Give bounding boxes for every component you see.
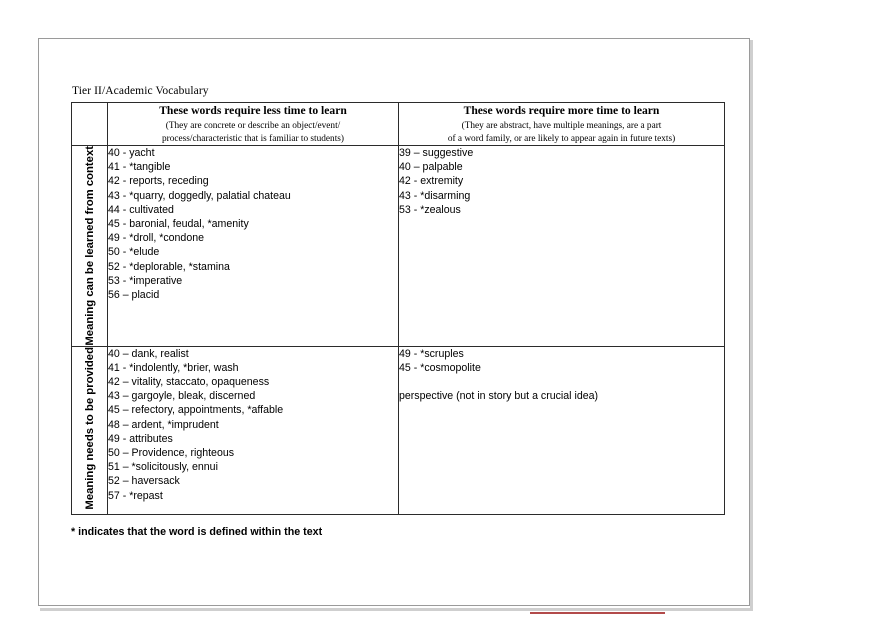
vocabulary-table — [71, 102, 725, 515]
table-row — [72, 346, 725, 514]
word-entry: 51 – *solicitously, ennui — [108, 461, 218, 474]
footnote: * indicates that the word is defined within the text — [71, 526, 323, 538]
word-entry: 49 - *scruples — [399, 347, 464, 360]
row-header-meaning-from-context-label: Meaning can be learned from context — [83, 146, 96, 346]
word-entry: 41 - *tangible — [108, 161, 171, 174]
column-header-more-time — [399, 103, 725, 146]
word-entry: 42 - reports, receding — [108, 175, 209, 188]
word-entry: 43 – gargoyle, bleak, discerned — [108, 390, 256, 403]
word-entry: 56 – placid — [108, 289, 160, 302]
word-entry: 53 - *imperative — [108, 274, 183, 287]
word-entry: 50 – Providence, righteous — [108, 447, 235, 460]
column-header-more-time-subtitle-line2: of a word family, or are likely to appear again in future texts) — [447, 133, 676, 144]
row-header-meaning-from-context — [72, 146, 108, 347]
column-header-more-time-subtitle-line1: (They are abstract, have multiple meanings, are a part — [461, 121, 662, 131]
column-header-less-time-title: These words require less time to learn — [159, 104, 347, 117]
word-entry: 42 - extremity — [399, 175, 464, 188]
row-header-meaning-provided — [72, 346, 108, 514]
table-row — [72, 146, 725, 347]
word-entry: 45 - *cosmopolite — [399, 361, 481, 374]
word-entry: 48 – ardent, *imprudent — [108, 418, 219, 431]
word-entry: 41 - *indolently, *brier, wash — [108, 361, 239, 374]
row-header-meaning-provided-label: Meaning needs to be provided — [83, 346, 96, 510]
word-entry: 52 - *deplorable, *stamina — [108, 260, 230, 273]
word-entry: 40 - yacht — [108, 147, 155, 159]
table-header-row — [72, 103, 725, 146]
word-entry: 44 - cultivated — [108, 203, 174, 216]
word-entry: 39 – suggestive — [399, 147, 474, 159]
word-entry-spacer — [399, 375, 724, 389]
scan-artifact-strip — [530, 612, 665, 614]
word-entry: perspective (not in story but a crucial idea) — [399, 390, 599, 403]
word-entry: 57 - *repast — [108, 489, 163, 502]
word-entry: 40 – palpable — [399, 161, 463, 174]
word-entry: 53 - *zealous — [399, 203, 461, 216]
table-corner-cell — [72, 103, 108, 146]
column-header-less-time-subtitle — [108, 120, 398, 145]
word-entry: 42 – vitality, staccato, opaqueness — [108, 376, 270, 389]
cell-context-less-time — [108, 146, 399, 347]
word-entry: 50 - *elude — [108, 246, 160, 259]
scan-background — [755, 0, 880, 621]
column-header-less-time-subtitle-line2: process/characteristic that is familiar to students) — [161, 133, 344, 144]
word-entry: 49 - *droll, *condone — [108, 232, 204, 245]
cell-provided-less-time — [108, 346, 399, 514]
page-edge-shadow-right — [750, 40, 753, 611]
word-entry: 43 - *quarry, doggedly, palatial chateau — [108, 189, 291, 202]
cell-context-more-time — [399, 146, 725, 347]
word-entry: 43 - *disarming — [399, 189, 471, 202]
page-edge-shadow-bottom — [40, 608, 752, 611]
column-header-more-time-subtitle — [399, 120, 724, 145]
word-entry: 45 – refectory, appointments, *affable — [108, 404, 284, 417]
column-header-less-time-subtitle-line1: (They are concrete or describe an object/event/ — [165, 121, 341, 131]
cell-provided-more-time — [399, 346, 725, 514]
word-entry: 40 – dank, realist — [108, 347, 189, 360]
page-title: Tier II/Academic Vocabulary — [72, 85, 209, 97]
column-header-more-time-title: These words require more time to learn — [463, 104, 660, 117]
word-entry: 45 - baronial, feudal, *amenity — [108, 218, 249, 231]
word-entry: 49 - attributes — [108, 432, 173, 445]
word-entry: 52 – haversack — [108, 475, 180, 488]
column-header-less-time — [108, 103, 399, 146]
